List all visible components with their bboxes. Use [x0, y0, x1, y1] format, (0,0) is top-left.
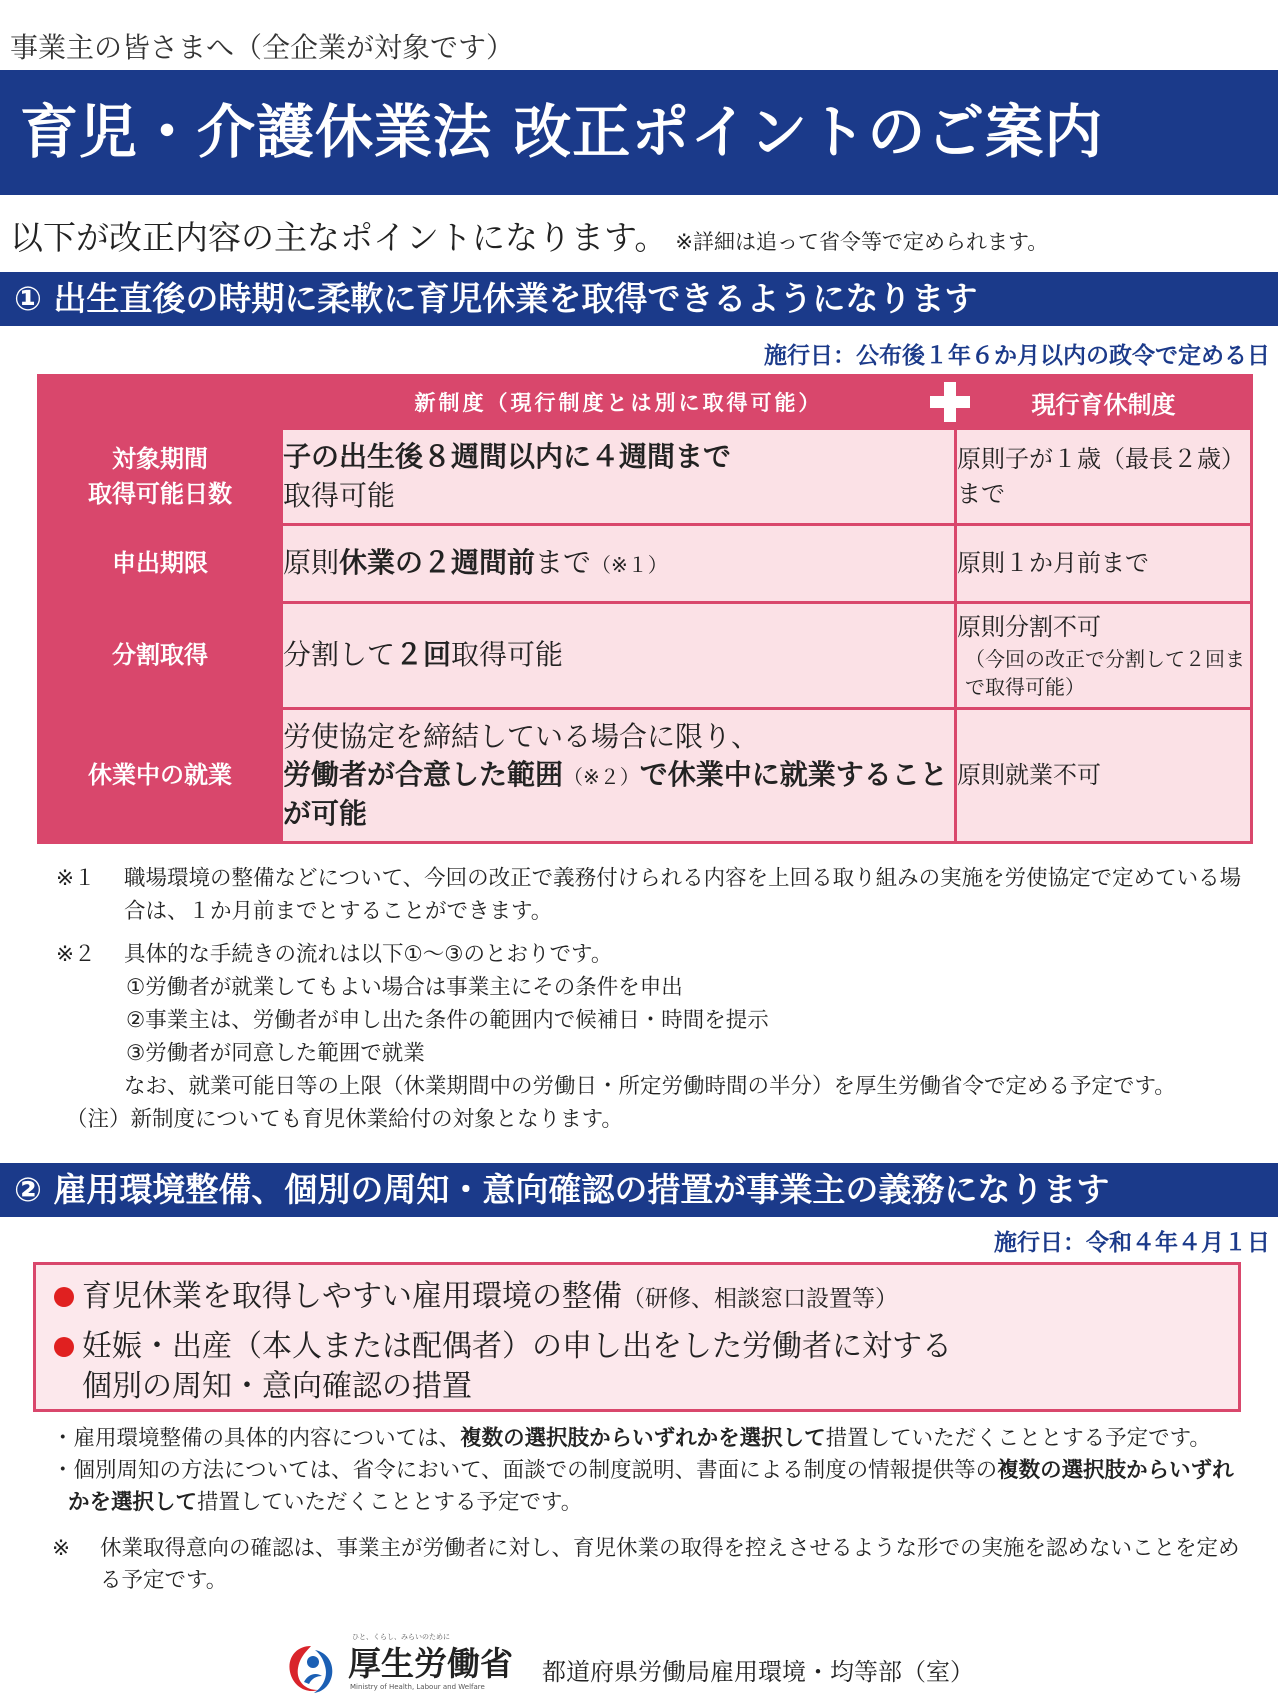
- new-cell-deadline: [282, 525, 956, 603]
- final-note: [52, 1533, 1252, 1597]
- current-cell-split: [956, 603, 1252, 709]
- table-row: [39, 525, 1252, 603]
- ministry-tagline: ひと、くらし、みらいのために: [352, 1633, 450, 1641]
- new-cell-split: [282, 603, 956, 709]
- current-note: （今回の改正で分割して２回まで取得可能）: [965, 646, 1245, 699]
- col-header-current-text: 現行育休制度: [1031, 390, 1176, 419]
- plain-text: 取得可能: [283, 478, 396, 512]
- note-step: ②事業主は、労働者が申し出た条件の範囲内で候補日・時間を提示: [126, 1008, 769, 1033]
- note-more: なお、就業可能日等の上限（休業期間中の労働日・所定労働時間の半分）を厚生労働省令で定める予定です。: [124, 1074, 1176, 1099]
- note-ref: （※１）: [591, 553, 668, 578]
- audience-label: 事業主の皆さまへ（全企業が対象です）: [10, 31, 515, 64]
- item-text: 妊娠・出産（本人または配偶者）の申し出をした労働者に対する: [82, 1329, 952, 1364]
- row-head-deadline: 申出期限: [39, 525, 282, 603]
- obligation-item: [54, 1327, 952, 1407]
- ministry-name-en: Ministry of Health, Labour and Welfare: [350, 1683, 485, 1691]
- note-1: [56, 862, 1246, 928]
- section2-effective-date: 施行日：令和４年４月１日: [994, 1230, 1270, 1256]
- intro-text: [10, 212, 1048, 259]
- section1-effective-date: 施行日：公布後１年６か月以内の政令で定める日: [764, 343, 1270, 369]
- plain-text: まで: [535, 546, 592, 580]
- bold-text: 労働者が合意した範囲: [283, 758, 564, 792]
- bold-text: で休業中に就業することが可能: [283, 758, 948, 830]
- note-2: [56, 938, 1246, 971]
- col-header-new-text: 新制度（現行制度とは別に取得可能）: [414, 391, 823, 415]
- plain-text: ・雇用環境整備の具体的内容については、: [52, 1426, 461, 1451]
- note-mark: ※１: [56, 866, 96, 891]
- plain-text: 原則分割不可: [957, 613, 1101, 642]
- row-head-line: 対象期間: [112, 444, 208, 473]
- note-mark: ※: [52, 1536, 71, 1561]
- current-cell-deadline: 原則１か月前まで: [956, 525, 1252, 603]
- table-row: [39, 709, 1252, 843]
- row-head-line: 取得可能日数: [88, 479, 232, 508]
- plus-icon: [927, 379, 973, 425]
- comparison-table: [37, 374, 1253, 844]
- current-cell-work: 原則就業不可: [956, 709, 1252, 843]
- intro-note: ※詳細は追って省令等で定められます。: [675, 230, 1049, 254]
- obligation-box: [33, 1262, 1241, 1412]
- table-row: [39, 429, 1252, 525]
- plain-text: ・個別周知の方法については、省令において、面談での制度説明、書面による制度の情報提供等の: [52, 1458, 998, 1483]
- plain-text: 分割して: [283, 638, 396, 672]
- note-step: ①労働者が就業してもよい場合は事業主にその条件を申出: [126, 975, 683, 1000]
- ministry-logo-icon: [282, 1640, 340, 1698]
- bullet-dot-icon: [54, 1337, 74, 1357]
- table-corner: [39, 376, 282, 429]
- bold-text: ２回: [395, 638, 452, 672]
- note-ref: （※２）: [563, 765, 640, 790]
- plain-text: 措置していただくこととする予定です。: [825, 1426, 1211, 1451]
- row-head-period: [39, 429, 282, 525]
- page-title: 育児・介護休業法 改正ポイントのご案内: [0, 70, 1278, 195]
- note-mark: ※２: [56, 942, 96, 967]
- section1-notes: [56, 862, 1246, 1136]
- bullet-item: [52, 1423, 1252, 1455]
- row-head-split: 分割取得: [39, 603, 282, 709]
- footer: [282, 1633, 1182, 1702]
- section2-title: ② 雇用環境整備、個別の周知・意向確認の措置が事業主の義務になります: [0, 1163, 1278, 1217]
- note-text: 休業取得意向の確認は、事業主が労働者に対し、育児休業の取得を控えさせるような形での実施を認めないことを定める予定です。: [100, 1536, 1240, 1593]
- note-step: ③労働者が同意した範囲で就業: [126, 1041, 425, 1066]
- plain-text: 措置していただくこととする予定です。: [197, 1490, 583, 1515]
- note-text: 職場環境の整備などについて、今回の改正で義務付けられる内容を上回る取り組みの実施を労使協定で定めている場合は、１か月前までとすることができます。: [124, 866, 1242, 924]
- plain-text: 取得可能: [451, 638, 564, 672]
- plain-text: 原則: [283, 546, 340, 580]
- bullet-dot-icon: [54, 1287, 74, 1307]
- new-cell-work: [282, 709, 956, 843]
- col-header-current: [956, 376, 1252, 429]
- section1-title: ① 出生直後の時期に柔軟に育児休業を取得できるようになります: [0, 272, 1278, 326]
- plain-text: 労使協定を締結している場合に限り、: [283, 719, 760, 753]
- bold-text: 複数の選択肢からいずれかを選択して: [68, 1458, 1234, 1515]
- section2-bullets: [52, 1423, 1252, 1597]
- intro-main: 以下が改正内容の主なポイントになります。: [10, 218, 668, 257]
- current-cell-period: 原則子が１歳（最長２歳）まで: [956, 429, 1252, 525]
- note-chu: （注）新制度についても育児休業給付の対象となります。: [66, 1107, 623, 1132]
- bold-text: 複数の選択肢からいずれかを選択して: [460, 1426, 826, 1451]
- obligation-item: [54, 1277, 898, 1319]
- note-text: 具体的な手続きの流れは以下①～③のとおりです。: [124, 942, 613, 967]
- new-cell-period: [282, 429, 956, 525]
- ministry-name: 厚生労働省: [348, 1644, 513, 1683]
- bold-text: 子の出生後８週間以内に４週間まで: [283, 439, 732, 473]
- bullet-item: [52, 1455, 1252, 1519]
- item-text: 個別の周知・意向確認の措置: [82, 1369, 472, 1404]
- bold-text: 休業の２週間前: [339, 546, 536, 580]
- col-header-new: [282, 376, 956, 429]
- item-text: 育児休業を取得しやすい雇用環境の整備: [82, 1279, 622, 1314]
- department-name: 都道府県労働局雇用環境・均等部（室）: [542, 1658, 974, 1686]
- table-row: [39, 603, 1252, 709]
- row-head-work: 休業中の就業: [39, 709, 282, 843]
- table-header-row: [39, 376, 1252, 429]
- item-note: （研修、相談窓口設置等）: [622, 1286, 898, 1312]
